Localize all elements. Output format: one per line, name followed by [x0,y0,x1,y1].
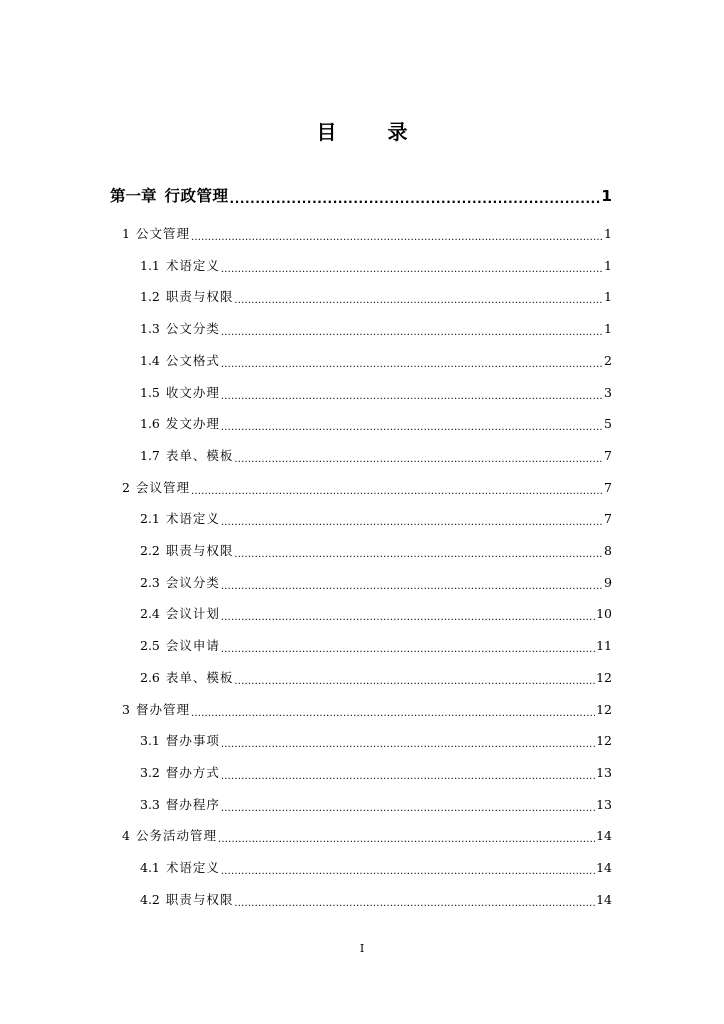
toc-entry-page: 14 [596,891,612,907]
toc-entry[interactable] [140,668,612,688]
toc-entry[interactable] [140,509,612,529]
toc-entry[interactable] [140,763,612,783]
toc-entry[interactable] [140,604,612,624]
toc-entry[interactable] [140,287,612,307]
toc-dot-leader [221,517,603,530]
toc-entry-number: 1.2 [140,289,160,305]
toc-dot-leader [221,644,595,657]
toc-entry[interactable] [140,541,612,561]
toc-dot-leader [221,422,603,435]
toc-entry-number: 1.5 [140,384,160,400]
toc-entry-number: 2 [122,479,130,495]
toc-entry-page: 7 [604,447,612,463]
toc-entry-page: 1 [604,226,612,241]
toc-entry-page: 7 [604,479,612,495]
toc-entry[interactable] [140,256,612,276]
toc-entry-title: 职责与权限 [165,543,234,558]
toc-entry-number: 1.1 [140,257,160,273]
toc-dot-leader [221,866,595,879]
toc-dot-leader [191,485,603,498]
toc-entry-title: 表单、模板 [165,447,234,463]
toc-entry[interactable] [140,795,612,815]
toc-entry-title: 会议计划 [165,606,220,622]
toc-entry-title: 术语定义 [165,860,220,875]
toc-entry[interactable] [140,383,612,403]
toc-entry-page: 10 [596,606,612,622]
toc-entry-page: 13 [596,796,612,812]
toc-entry-number: 2.3 [140,574,160,590]
toc-entry-title: 公务活动管理 [135,828,217,844]
toc-entry-title: 督办程序 [165,796,220,812]
toc-dot-leader [191,232,603,245]
toc-entry-page: 13 [596,764,612,780]
toc-entry-number: 4 [122,828,130,844]
toc-entry-title: 收文办理 [165,384,220,400]
toc-entry-page: 11 [596,638,612,654]
page-title: 目 录 [316,120,430,144]
toc-dot-leader [234,675,595,688]
toc-dot-leader [221,739,595,752]
toc-entry-number: 1.4 [140,352,160,368]
toc-entry-number: 1.6 [140,416,160,432]
toc-entry-title: 职责与权限 [165,891,234,907]
toc-dot-leader [234,295,603,308]
toc-entry-number: 1.3 [140,321,160,337]
toc-entry[interactable] [140,731,612,751]
toc-entry-number: 2.6 [140,669,160,685]
toc-entry-page: 7 [604,511,612,527]
toc-dot-leader [221,580,603,593]
toc-entry-title: 术语定义 [165,511,220,527]
toc-entry-number: 3.2 [140,764,160,780]
toc-entry-number: 2.2 [140,543,160,558]
toc-entry-page: 1 [604,257,612,273]
page-number: I [359,942,365,955]
toc-entry-title: 公文格式 [165,352,220,368]
toc-entry-title: 公文分类 [165,321,220,337]
toc-entry-page: 2 [604,352,612,368]
toc-entry-page: 3 [604,384,612,400]
toc-entry[interactable] [110,186,612,206]
toc-entry-page: 1 [601,187,612,205]
toc-entry-number: 3.3 [140,796,160,812]
toc-entry[interactable] [140,414,612,434]
toc-entry[interactable] [140,319,612,339]
toc-entry-title: 会议申请 [165,638,220,654]
toc-entry-page: 1 [604,289,612,305]
toc-dot-leader [221,390,603,403]
toc-entry-title: 职责与权限 [165,289,234,305]
toc-entry-number: 2.1 [140,511,160,527]
toc-entry[interactable] [122,224,612,244]
toc-entry-title: 督办管理 [135,701,190,717]
toc-entry[interactable] [140,636,612,656]
toc-entry-title: 会议管理 [135,479,190,495]
toc-entry[interactable] [122,826,612,846]
toc-entry-page: 9 [604,574,612,590]
toc-entry[interactable] [140,890,612,910]
toc-entry-title: 行政管理 [164,187,229,205]
toc-entry-page: 5 [604,416,612,432]
toc-entry-page: 14 [596,860,612,875]
toc-entry[interactable] [140,351,612,371]
toc-entry-page: 1 [604,321,612,337]
toc-dot-leader [221,612,595,625]
toc-entry-number: 第一章 [110,187,157,205]
toc-entry[interactable] [122,700,612,720]
toc-dot-leader [218,834,595,847]
toc-dot-leader [234,549,603,562]
toc-entry-title: 督办事项 [165,733,220,749]
toc-dot-leader [221,263,603,276]
toc-entry-title: 公文管理 [135,226,190,241]
toc-entry-title: 会议分类 [165,574,220,590]
toc-entry-page: 12 [596,669,612,685]
toc-entry-title: 术语定义 [165,257,220,273]
toc-entry-page: 14 [596,828,612,844]
toc-dot-leader [221,770,595,783]
toc-entry-title: 表单、模板 [165,669,234,685]
toc-entry-number: 4.2 [140,891,160,907]
toc-dot-leader [191,707,595,720]
toc-entry-page: 12 [596,701,612,717]
toc-entry[interactable] [140,573,612,593]
toc-entry-number: 3.1 [140,733,160,749]
toc-entry-number: 3 [122,701,130,717]
toc-entry-number: 1 [122,226,130,241]
toc-entry-title: 督办方式 [165,764,220,780]
toc-dot-leader [234,897,595,910]
toc-dot-leader [221,327,603,340]
toc-dot-leader [221,358,603,371]
toc-entry-number: 4.1 [140,860,160,875]
toc-dot-leader [234,453,603,466]
toc-entry-title: 发文办理 [165,416,220,432]
toc-dot-leader [221,802,595,815]
toc-entry-page: 8 [604,543,612,558]
toc-entry-number: 2.5 [140,638,160,654]
toc-dot-leader [230,191,601,207]
toc-entry-number: 1.7 [140,447,160,463]
toc-entry[interactable] [140,446,612,466]
toc-entry-page: 12 [596,733,612,749]
toc-entry[interactable] [140,858,612,878]
toc-entry-number: 2.4 [140,606,160,622]
toc-entry[interactable] [122,478,612,498]
